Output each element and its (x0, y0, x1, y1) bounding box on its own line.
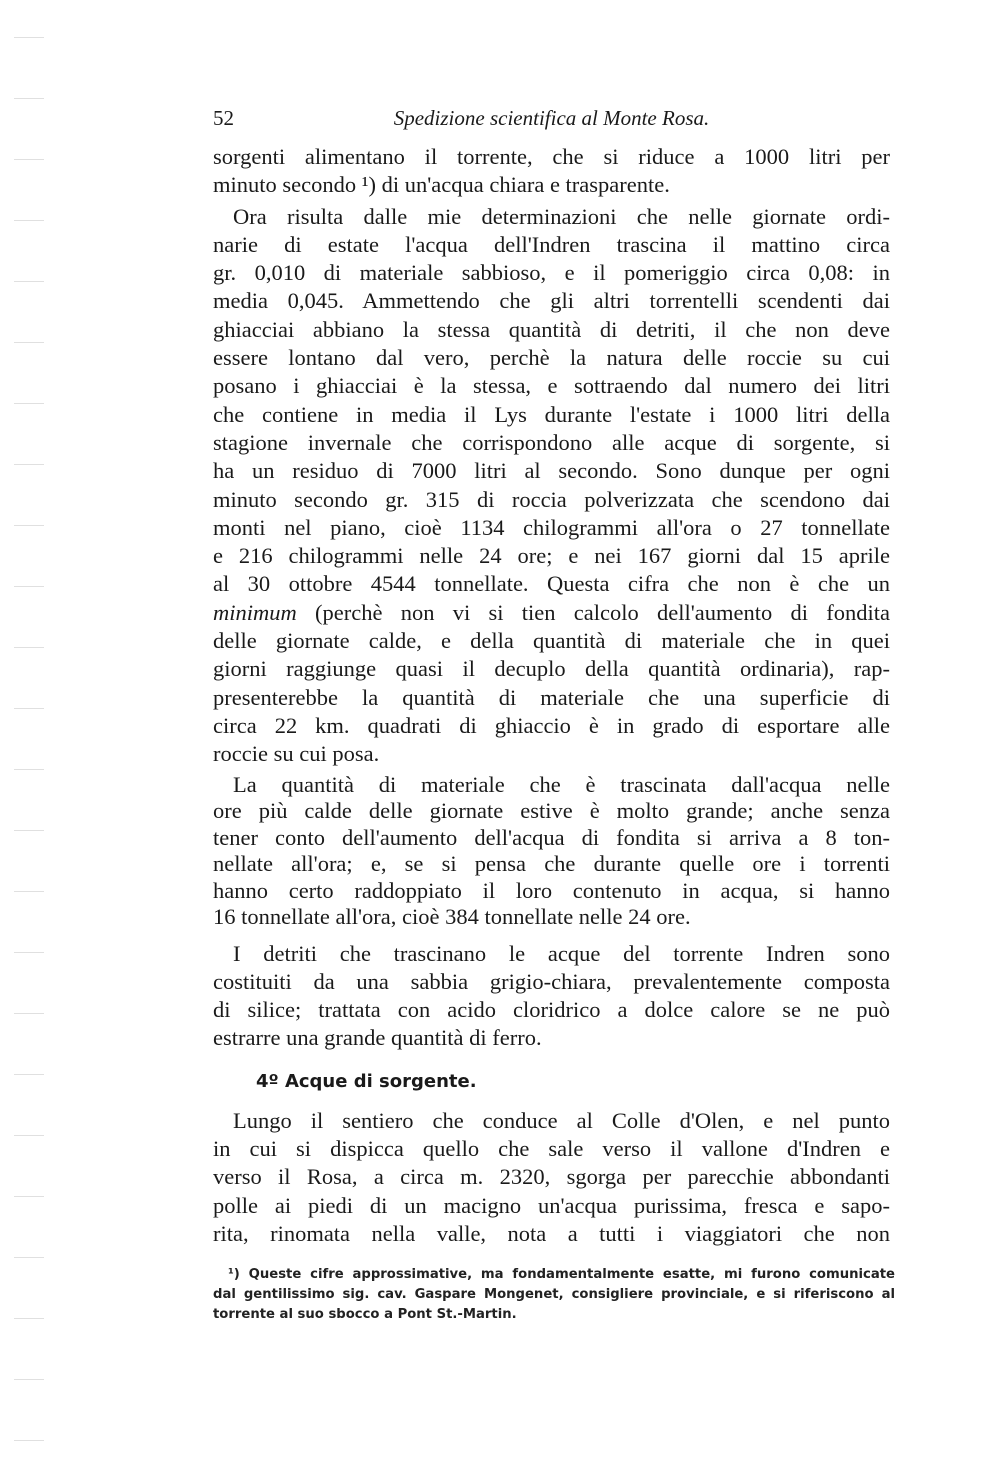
text-line: hanno certo raddoppiato il loro contenuto in acqua, si hanno (213, 877, 890, 903)
paragraph (213, 143, 890, 200)
paragraphs (213, 143, 890, 1053)
text-line: verso il Rosa, a circa m. 2320, sgorga per parecchie abbondanti (213, 1164, 890, 1190)
text-line: minuto secondo gr. 315 di roccia polverizzata che scendono dai (213, 486, 890, 512)
page-body (213, 143, 890, 1251)
text-line: media 0,045. Ammettendo che gli altri torrentelli scendenti dai (213, 288, 890, 314)
text-line: roccie su cui posa. (213, 741, 380, 767)
text-line: Lungo il sentiero che conduce al Colle d'Olen, e nel punto (233, 1107, 890, 1133)
text-line: Ora risulta dalle mie determinazioni che nelle giornate ordi- (233, 203, 890, 229)
text-line: minuto secondo ¹) di un'acqua chiara e trasparente. (213, 172, 670, 198)
text-line: monti nel piano, cioè 1134 chilogrammi all'ora o 27 tonnellate (213, 514, 890, 540)
text-line: I detriti che trascinano le acque del torrente Indren sono (233, 940, 890, 966)
text-line: polle ai piedi di un macigno un'acqua purissima, fresca e sapo- (213, 1192, 890, 1218)
text-line: minimum (perchè non vi si tien calcolo dell'aumento di fondita (213, 599, 890, 625)
section-heading: 4º Acque di sorgente. (256, 1070, 477, 1092)
text-line: costituiti da una sabbia grigio-chiara, prevalentemente composta (213, 968, 890, 994)
paragraph (213, 1107, 890, 1248)
paragraph (213, 203, 890, 769)
text-line: estrarre una grande quantità di ferro. (213, 1025, 542, 1051)
scan-margin-specks (14, 0, 44, 1473)
footnote-line: dal gentilissimo sig. cav. Gaspare Mongenet, consigliere provinciale, e si riferiscono al (213, 1287, 895, 1302)
text-line: ghiacciai abbiano la stessa quantità di detriti, il che non deve (213, 316, 890, 342)
italic-word: minimum (213, 599, 297, 625)
footnote (213, 1265, 895, 1325)
text-line: circa 22 km. quadrati di ghiaccio è in grado di esportare alle (213, 712, 890, 738)
text-line: ha un residuo di 7000 litri al secondo. Sono dunque per ogni (213, 458, 890, 484)
text-line: e 216 chilogrammi nelle 24 ore; e nei 167 giorni dal 15 aprile (213, 543, 890, 569)
text-line: al 30 ottobre 4544 tonnellate. Questa cifra che non è che un (213, 571, 890, 597)
text-line: ore più calde delle giornate estive è molto grande; anche senza (213, 798, 890, 824)
text-line: presenterebbe la quantità di materiale che una superficie di (213, 684, 890, 710)
text-line: delle giornate calde, e della quantità di materiale che in quei (213, 628, 890, 654)
paragraph (213, 772, 890, 931)
text-line: gr. 0,010 di materiale sabbioso, e il pomeriggio circa 0,08: in (213, 260, 890, 286)
text-line: 16 tonnellate all'ora, cioè 384 tonnellate nelle 24 ore. (213, 904, 691, 930)
running-title: Spedizione scientifica al Monte Rosa. (393, 106, 710, 130)
text-line: rita, rinomata nella valle, nota a tutti i viaggiatori che non (213, 1220, 890, 1246)
text-line: essere lontano dal vero, perchè la natura delle roccie su cui (213, 345, 890, 371)
text-line: tener conto dell'aumento dell'acqua di fondita si arriva a 8 ton- (213, 824, 890, 850)
text-line: giorni raggiunge quasi il decuplo della quantità ordinaria), rap- (213, 656, 890, 682)
footnote-line: torrente al suo sbocco a Pont St.-Martin. (213, 1307, 517, 1322)
text-line: stagione invernale che corrispondono alle acque di sorgente, si (213, 429, 890, 455)
text-line: nellate all'ora; e, se si pensa che durante quelle ore i torrenti (213, 851, 890, 877)
paragraph (213, 940, 890, 1053)
text-line: narie di estate l'acqua dell'Indren trascina il mattino circa (213, 231, 890, 257)
page-number: 52 (213, 106, 234, 130)
text-line: che contiene in media il Lys durante l'estate i 1000 litri della (213, 401, 890, 427)
footnote-line: ¹) Queste cifre approssimative, ma fondamentalmente esatte, mi furono comunicate (228, 1267, 895, 1282)
running-header (213, 106, 890, 136)
text-line: posano i ghiacciai è la stessa, e sottraendo dal numero dei litri (213, 373, 890, 399)
text-line: sorgenti alimentano il torrente, che si riduce a 1000 litri per (213, 144, 890, 169)
text-line: in cui si dispicca quello che sale verso il vallone d'Indren e (213, 1136, 890, 1162)
text-line: La quantità di materiale che è trascinata dall'acqua nelle (233, 771, 890, 797)
section-paragraphs (213, 1107, 890, 1248)
text-line: di silice; trattata con acido cloridrico a dolce calore se ne può (213, 997, 890, 1023)
